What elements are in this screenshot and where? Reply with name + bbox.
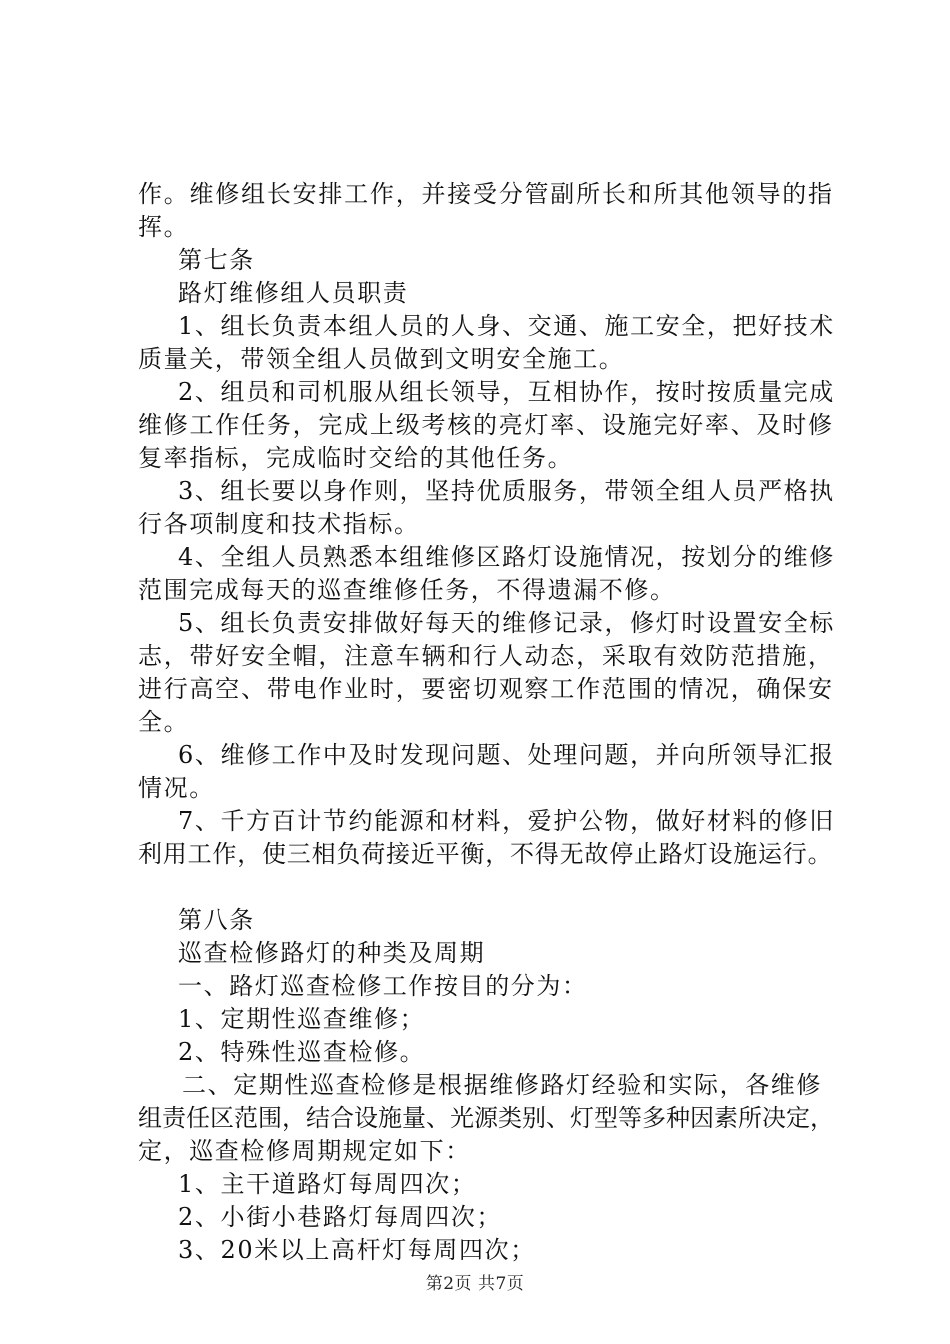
paragraph-line: 作。维修组长安排工作，并接受分管副所长和所其他领导的指 xyxy=(138,180,832,208)
list-item: 3、20米以上高杆灯每周四次； xyxy=(178,1236,536,1264)
article-heading: 第七条 xyxy=(178,246,255,274)
paragraph-line: 行各项制度和技术指标。 xyxy=(138,510,420,538)
paragraph-line: 7、千方百计节约能源和材料，爱护公物，做好材料的修旧 xyxy=(178,807,835,835)
paragraph-line: 3、组长要以身作则，坚持优质服务，带领全组人员严格执 xyxy=(178,477,835,505)
paragraph-line: 2、组员和司机服从组长领导，互相协作，按时按质量完成 xyxy=(178,378,835,406)
list-item: 2、小街小巷路灯每周四次； xyxy=(178,1203,503,1231)
list-item: 2、特殊性巡查检修。 xyxy=(178,1038,426,1066)
paragraph-line: 志，带好安全帽，注意车辆和行人动态，采取有效防范措施， xyxy=(138,642,832,670)
paragraph-line: 质量关，带领全组人员做到文明安全施工。 xyxy=(138,345,625,373)
list-item: 1、定期性巡查维修； xyxy=(178,1005,426,1033)
paragraph-line: 1、组长负责本组人员的人身、交通、施工安全，把好技术 xyxy=(178,312,835,340)
section-heading: 路灯维修组人员职责 xyxy=(178,279,409,307)
page-number-footer: 第2页 共7页 xyxy=(425,1274,525,1294)
paragraph-line: 4、全组人员熟悉本组维修区路灯设施情况，按划分的维修 xyxy=(178,543,835,571)
section-heading: 巡查检修路灯的种类及周期 xyxy=(178,939,486,967)
paragraph-line: 维修工作任务，完成上级考核的亮灯率、设施完好率、及时修 xyxy=(138,411,832,439)
paragraph-line: 范围完成每天的巡查维修任务，不得遗漏不修。 xyxy=(138,576,676,604)
paragraph-line: 进行高空、带电作业时，要密切观察工作范围的情况，确保安 xyxy=(138,675,832,703)
paragraph-line: 情况。 xyxy=(138,774,215,802)
paragraph-line: 复率指标，完成临时交给的其他任务。 xyxy=(138,444,574,472)
paragraph-line: 挥。 xyxy=(138,213,190,241)
paragraph-line: 一、路灯巡查检修工作按目的分为： xyxy=(178,972,588,1000)
paragraph-line: 利用工作，使三相负荷接近平衡，不得无故停止路灯设施运行。 xyxy=(138,840,833,868)
paragraph-line: 全。 xyxy=(138,708,190,736)
paragraph-line: 二、定期性巡查检修是根据维修路灯经验和实际，各维修 xyxy=(182,1071,822,1099)
list-item: 1、主干道路灯每周四次； xyxy=(178,1170,477,1198)
paragraph-line: 组责任区范围，结合设施量、光源类别、灯型等多种因素所决定， xyxy=(138,1104,834,1132)
paragraph-line: 6、维修工作中及时发现问题、处理问题，并向所领导汇报 xyxy=(178,741,835,769)
paragraph-line: 5、组长负责安排做好每天的维修记录，修灯时设置安全标 xyxy=(178,609,835,637)
article-heading: 第八条 xyxy=(178,906,255,934)
paragraph-line: 定，巡查检修周期规定如下： xyxy=(138,1137,471,1165)
